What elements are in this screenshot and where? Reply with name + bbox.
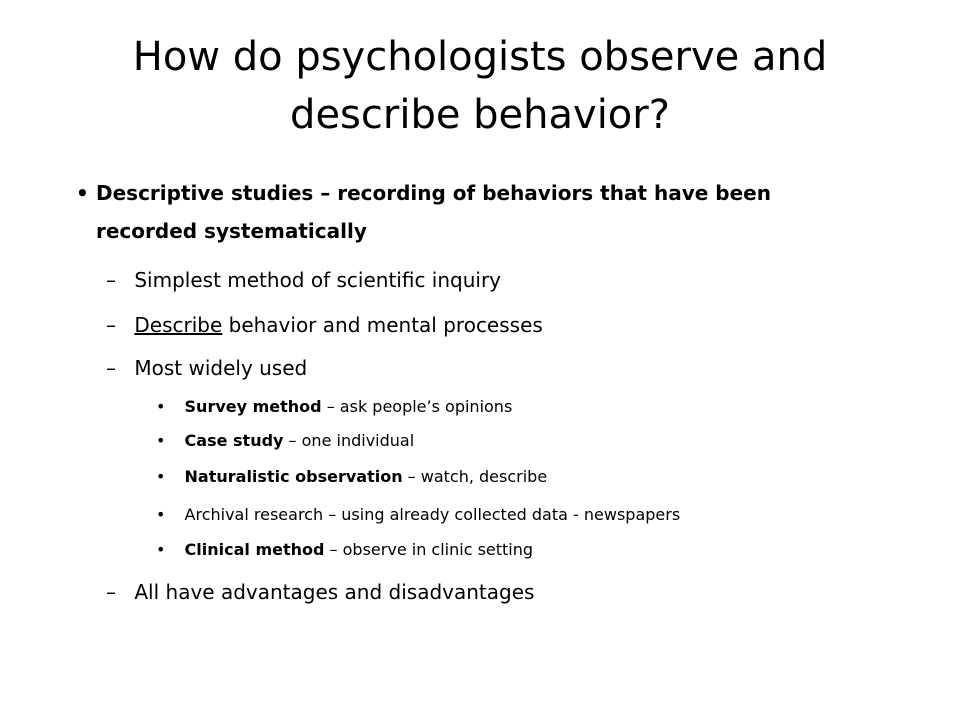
- bullet-marker: •: [156, 397, 166, 416]
- dash-marker: –: [106, 356, 116, 380]
- method-desc: – one individual: [283, 431, 415, 450]
- sub-point-text: behavior and mental processes: [222, 313, 543, 337]
- method-desc: – ask people’s opinions: [321, 397, 513, 416]
- bullet-marker: •: [156, 431, 166, 450]
- dash-marker: –: [106, 580, 116, 604]
- method-name: Clinical method: [184, 540, 325, 559]
- method-name: Survey method: [184, 397, 322, 416]
- method-desc: – watch, describe: [402, 467, 548, 486]
- main-point-text: Descriptive studies – recording of behaviors that have been recorded systematically: [96, 181, 771, 243]
- method-name: Naturalistic observation: [184, 467, 403, 486]
- bullet-marker: •: [156, 540, 166, 559]
- closing-point: [106, 580, 534, 604]
- sub-point-text: Simplest method of scientific inquiry: [134, 268, 502, 292]
- bullet-marker: •: [156, 505, 166, 524]
- method-item: [156, 431, 414, 450]
- sub-point: [106, 268, 501, 292]
- method-item: [156, 397, 512, 416]
- method-desc: – observe in clinic setting: [324, 540, 534, 559]
- main-point: [76, 174, 856, 250]
- method-item: [156, 467, 547, 486]
- underlined-word: Describe: [134, 313, 223, 337]
- bullet-marker: •: [156, 467, 166, 486]
- closing-point-text: All have advantages and disadvantages: [134, 580, 535, 604]
- method-name: Case study: [184, 431, 284, 450]
- sub-point-text: Most widely used: [134, 356, 308, 380]
- method-desc: Archival research – using already collected data - newspapers: [184, 505, 681, 524]
- method-item: [156, 540, 533, 559]
- method-item: [156, 505, 680, 524]
- dash-marker: –: [106, 313, 116, 337]
- sub-point: [106, 356, 307, 380]
- sub-point: [106, 313, 543, 337]
- bullet-marker: •: [76, 181, 89, 205]
- dash-marker: –: [106, 268, 116, 292]
- slide-title: How do psychologists observe and describe behavior?: [132, 34, 828, 138]
